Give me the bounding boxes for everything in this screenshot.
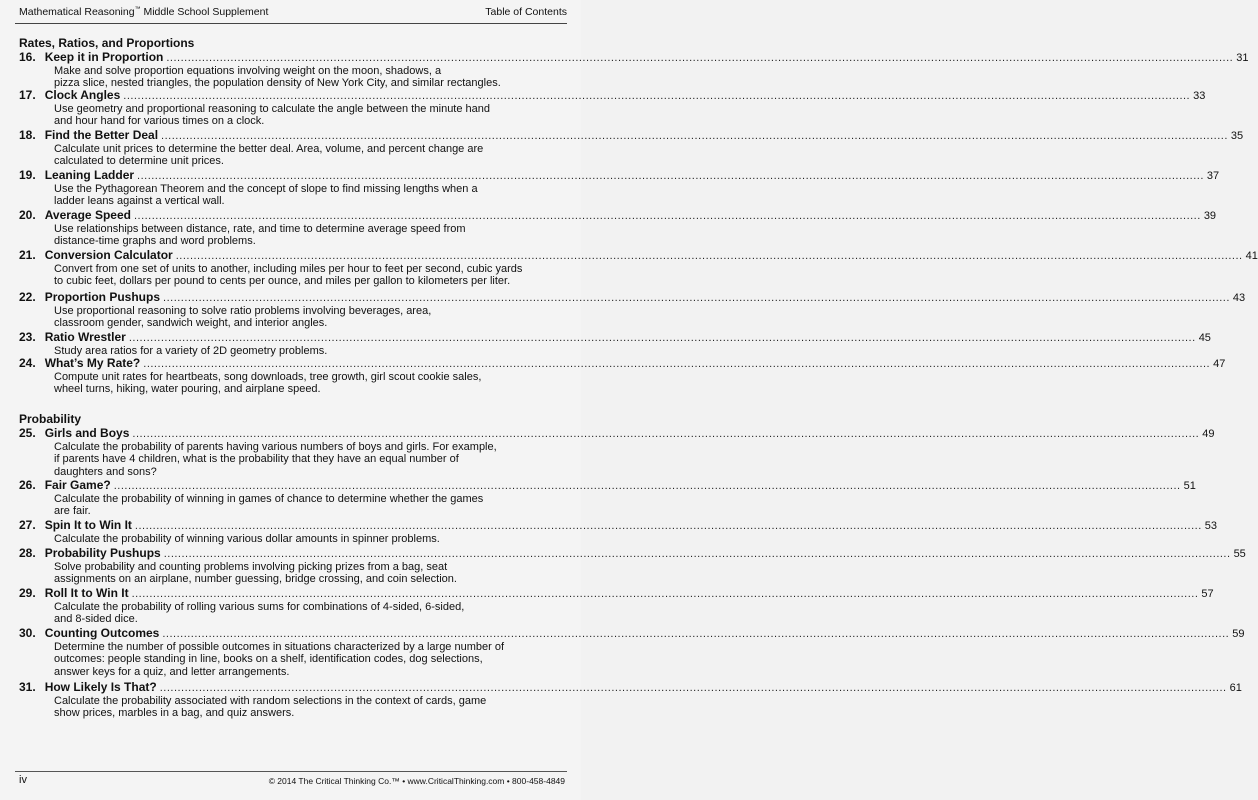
description-line: to cubic feet, dollars per pound to cents per ounce, and miles per gallon to kilometers per liter.: [54, 275, 511, 288]
leader-dots: ............................................................................................................................................................................................................................................................................................................: [132, 428, 1200, 440]
toc-entry[interactable]: [19, 248, 1258, 288]
toc-entry[interactable]: [19, 88, 1206, 128]
entry-page-number: 53: [1204, 520, 1218, 532]
entry-number: 24.: [19, 356, 36, 370]
entry-page-number: 43: [1232, 292, 1246, 304]
description-line: assignments on an airplane, number guessing, bridge crossing, and coin selection.: [54, 573, 457, 586]
entry-title: Ratio Wrestler: [44, 330, 126, 344]
entry-number: 17.: [19, 88, 36, 102]
entry-title: Leaning Ladder: [44, 168, 135, 182]
description-line: Calculate the probability of winning in games of chance to determine whether the games: [54, 493, 484, 505]
entry-number: 18.: [19, 128, 36, 142]
entry-title: Proportion Pushups: [44, 290, 161, 304]
leader-dots: ............................................................................................................................................................................................................................................................................................................: [166, 52, 1234, 64]
entry-title-row: [19, 128, 1244, 143]
leader-dots: ............................................................................................................................................................................................................................................................................................................: [113, 480, 1181, 492]
entry-page-number: 45: [1198, 332, 1211, 344]
entry-title: Girls and Boys: [44, 426, 130, 440]
entry-description: [54, 371, 554, 396]
entry-title-row: [19, 426, 1215, 441]
entry-page-number: 57: [1201, 588, 1214, 600]
entry-title: Spin It to Win It: [44, 518, 132, 532]
leader-dots: ............................................................................................................................................................................................................................................................................................................: [163, 548, 1231, 560]
entry-title: Average Speed: [44, 208, 131, 222]
description-line: Use geometry and proportional reasoning to calculate the angle between the minute hand: [54, 103, 491, 115]
entry-description: [54, 183, 554, 208]
description-line: Convert from one set of units to another, including miles per hour to feet per second, cubic yards: [54, 263, 523, 275]
section-heading: Probability: [19, 412, 82, 426]
description-line: Calculate unit prices to determine the better deal. Area, volume, and percent change are: [54, 143, 484, 155]
entry-number: 30.: [19, 626, 36, 640]
entry-description: [54, 601, 554, 626]
entry-page-number: 41: [1245, 250, 1258, 262]
description-line: calculated to determine unit prices.: [54, 155, 224, 168]
toc-entry[interactable]: [19, 330, 1211, 357]
entry-title: How Likely Is That?: [44, 680, 157, 694]
leader-dots: ............................................................................................................................................................................................................................................................................................................: [131, 588, 1199, 600]
entry-title-row: [19, 356, 1226, 371]
entry-number: 28.: [19, 546, 36, 560]
copyright-line: © 2014 The Critical Thinking Co.™ • www.CriticalThinking.com • 800-458-4849: [268, 776, 565, 786]
entry-page-number: 35: [1230, 130, 1244, 142]
entry-number: 31.: [19, 680, 36, 694]
entry-description: [54, 493, 554, 518]
entry-title-row: [19, 478, 1196, 493]
description-line: and 8-sided dice.: [54, 613, 138, 626]
entry-number: 26.: [19, 478, 36, 492]
header-rule: [15, 23, 567, 24]
entry-description: [54, 263, 554, 288]
entry-description: [54, 695, 554, 720]
entry-title: Clock Angles: [44, 88, 121, 102]
toc-entry[interactable]: [19, 518, 1218, 545]
leader-dots: ............................................................................................................................................................................................................................................................................................................: [161, 130, 1228, 142]
entry-description: [54, 65, 554, 90]
toc-entry[interactable]: [19, 208, 1217, 248]
entry-page-number: 49: [1202, 428, 1215, 440]
toc-entry[interactable]: [19, 586, 1214, 626]
entry-title-row: [19, 168, 1220, 183]
description-line: Make and solve proportion equations involving weight on the moon, shadows, a: [54, 65, 442, 77]
entry-title: Probability Pushups: [44, 546, 161, 560]
leader-dots: ............................................................................................................................................................................................................................................................................................................: [137, 170, 1204, 182]
leader-dots: ............................................................................................................................................................................................................................................................................................................: [133, 210, 1201, 222]
entry-description: [54, 441, 554, 478]
entry-title-row: [19, 88, 1206, 103]
entry-page-number: 39: [1203, 210, 1217, 222]
footer-rule: [15, 771, 567, 772]
entry-title-row: [19, 330, 1211, 345]
leader-dots: ............................................................................................................................................................................................................................................................................................................: [123, 90, 1191, 102]
description-line: wheel turns, hiking, water pouring, and airplane speed.: [54, 383, 321, 396]
leader-dots: ............................................................................................................................................................................................................................................................................................................: [163, 292, 1230, 304]
leader-dots: ............................................................................................................................................................................................................................................................................................................: [162, 628, 1230, 640]
toc-entry[interactable]: [19, 426, 1215, 478]
entry-title: Find the Better Deal: [44, 128, 159, 142]
entry-number: 21.: [19, 248, 36, 262]
entry-number: 27.: [19, 518, 36, 532]
entry-title: Counting Outcomes: [44, 626, 160, 640]
description-line: distance-time graphs and word problems.: [54, 235, 256, 248]
entry-page-number: 47: [1213, 358, 1226, 370]
entry-number: 16.: [19, 50, 36, 64]
description-line: Solve probability and counting problems involving picking prizes from a bag, seat: [54, 561, 448, 573]
entry-page-number: 31: [1236, 52, 1249, 64]
description-line: Use relationships between distance, rate, and time to determine average speed from: [54, 223, 466, 235]
description-line: Calculate the probability of winning various dollar amounts in spinner problems.: [54, 533, 440, 545]
entry-title-row: [19, 626, 1245, 641]
entry-description: [54, 533, 554, 545]
entry-description: [54, 305, 554, 330]
page-heading: Table of Contents: [485, 6, 567, 18]
entry-number: 23.: [19, 330, 36, 344]
entry-number: 22.: [19, 290, 36, 304]
description-line: ladder leans against a vertical wall.: [54, 195, 225, 208]
entry-title-row: [19, 290, 1246, 305]
leader-dots: ............................................................................................................................................................................................................................................................................................................: [128, 332, 1196, 344]
description-line: are fair.: [54, 505, 91, 518]
description-line: Use the Pythagorean Theorem and the concept of slope to find missing lengths when a: [54, 183, 478, 195]
description-line: Calculate the probability of parents having various numbers of boys and girls. For example,: [54, 441, 497, 453]
toc-entry[interactable]: [19, 356, 1226, 396]
entry-title-row: [19, 586, 1214, 601]
section-heading: Rates, Ratios, and Proportions: [19, 36, 195, 50]
entry-description: [54, 223, 554, 248]
entry-description: [54, 143, 554, 168]
entry-page-number: 59: [1232, 628, 1245, 640]
entry-title-row: [19, 248, 1258, 263]
entry-page-number: 33: [1193, 90, 1206, 102]
entry-title-row: [19, 546, 1246, 561]
leader-dots: ............................................................................................................................................................................................................................................................................................................: [159, 682, 1227, 694]
description-line: and hour hand for various times on a clock.: [54, 115, 265, 128]
toc-entry[interactable]: [19, 626, 1245, 678]
entry-page-number: 51: [1183, 480, 1196, 492]
entry-title: What’s My Rate?: [44, 356, 141, 370]
entry-title: Fair Game?: [44, 478, 111, 492]
description-line: if parents have 4 children, what is the probability that they have an equal number of: [54, 453, 459, 466]
entry-page-number: 55: [1233, 548, 1246, 560]
leader-dots: ............................................................................................................................................................................................................................................................................................................: [175, 250, 1243, 262]
entry-page-number: 61: [1229, 682, 1242, 694]
entry-description: [54, 641, 554, 678]
entry-page-number: 37: [1206, 170, 1220, 182]
entry-title-row: [19, 518, 1218, 533]
toc-entry[interactable]: [19, 290, 1246, 330]
description-line: show prices, marbles in a bag, and quiz answers.: [54, 707, 295, 720]
entry-title: Conversion Calculator: [44, 248, 173, 262]
toc-entry[interactable]: [19, 168, 1220, 208]
entry-number: 29.: [19, 586, 36, 600]
description-line: Use proportional reasoning to solve ratio problems involving beverages, area,: [54, 305, 432, 317]
description-line: Calculate the probability associated with random selections in the context of cards, game: [54, 695, 487, 707]
entry-title-row: [19, 208, 1217, 223]
toc-entry[interactable]: [19, 546, 1246, 586]
entry-title-row: [19, 680, 1242, 695]
entry-number: 19.: [19, 168, 36, 182]
leader-dots: ............................................................................................................................................................................................................................................................................................................: [134, 520, 1202, 532]
toc-entry[interactable]: [19, 680, 1242, 720]
entry-description: [54, 103, 554, 128]
page-number: iv: [19, 774, 27, 786]
book-title: Mathematical Reasoning™ Middle School Supplement: [19, 6, 269, 18]
description-line: Compute unit rates for heartbeats, song downloads, tree growth, girl scout cookie sales,: [54, 371, 482, 383]
description-line: Determine the number of possible outcomes in situations characterized by a large number of: [54, 641, 505, 653]
toc-entry[interactable]: [19, 128, 1244, 168]
description-line: Calculate the probability of rolling various sums for combinations of 4-sided, 6-sided,: [54, 601, 465, 613]
toc-entry[interactable]: [19, 50, 1249, 90]
description-line: answer keys for a quiz, and letter arrangements.: [54, 665, 290, 678]
leader-dots: ............................................................................................................................................................................................................................................................................................................: [143, 358, 1211, 370]
entry-number: 20.: [19, 208, 36, 222]
description-line: outcomes: people standing in line, books on a shelf, identification codes, dog selections,: [54, 653, 483, 666]
description-line: Study area ratios for a variety of 2D geometry problems.: [54, 345, 328, 357]
toc-entry[interactable]: [19, 478, 1196, 518]
description-line: pizza slice, nested triangles, the population density of New York City, and similar rectangles.: [54, 77, 501, 90]
entry-title-row: [19, 50, 1249, 65]
description-line: daughters and sons?: [54, 465, 157, 478]
entry-description: [54, 561, 554, 586]
entry-number: 25.: [19, 426, 36, 440]
description-line: classroom gender, sandwich weight, and interior angles.: [54, 317, 328, 330]
entry-title: Roll It to Win It: [44, 586, 129, 600]
entry-title: Keep it in Proportion: [44, 50, 164, 64]
